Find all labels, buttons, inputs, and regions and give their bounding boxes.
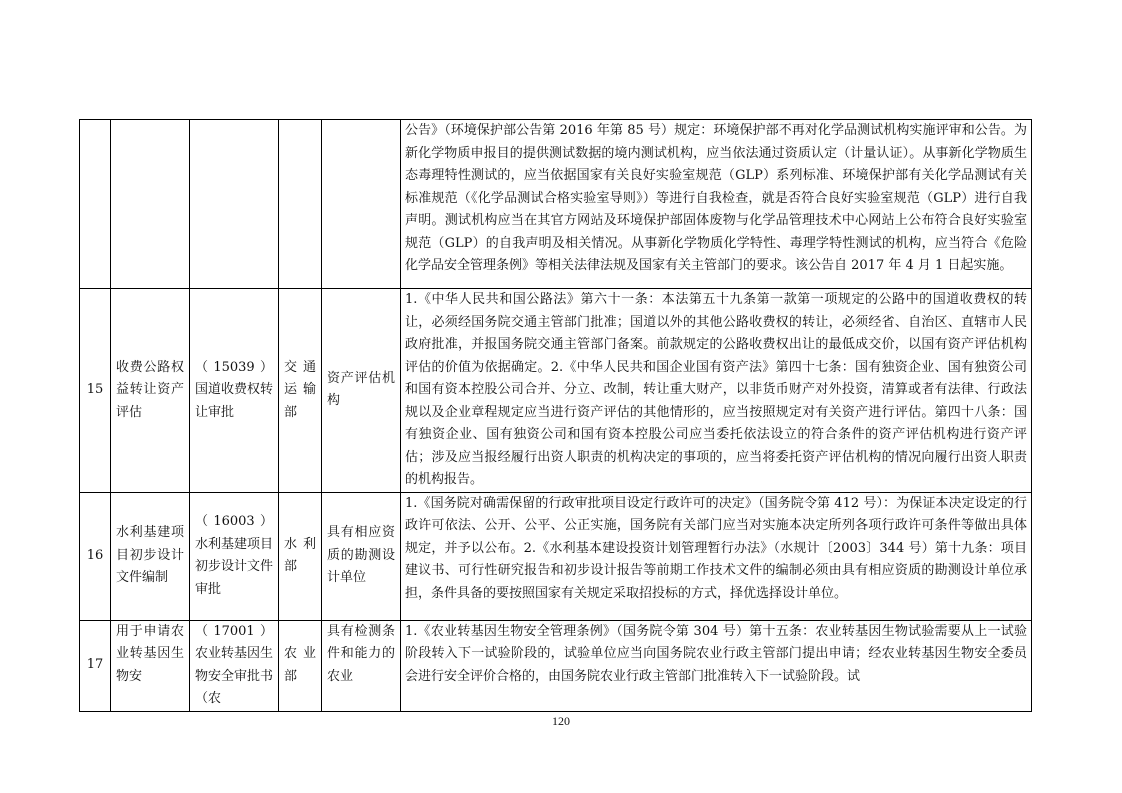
qualification: 具有检测条件和能力的农业 — [322, 620, 401, 711]
item-name: 收费公路权益转让资产评估 — [111, 289, 190, 493]
approval-table — [79, 119, 1032, 712]
qualification: 资产评估机构 — [322, 289, 401, 493]
qualification: 具有相应资质的勘测设计单位 — [322, 492, 401, 620]
page-number: 120 — [552, 714, 570, 728]
legal-basis: 1.《农业转基因生物安全管理条例》（国务院令第 304 号）第十五条：农业转基因生物试验需要从上一试验阶段转入下一试验阶段的，试验单位应当向国务院农业行政主管部门提出申请；经农业转基因生物安全委员会进行安全评价合格的，由国务院农业行政主管部门批准转入下一试验阶段。试 — [401, 620, 1032, 711]
approval-code: （16003）水利基建项目初步设计文件审批 — [190, 492, 279, 620]
qualification — [322, 120, 401, 289]
row-number — [80, 120, 111, 289]
approval-code: （15039）国道收费权转让审批 — [190, 289, 279, 493]
row-number: 16 — [80, 492, 111, 620]
table-row — [80, 120, 1032, 289]
table-row — [80, 620, 1032, 711]
table-row — [80, 492, 1032, 620]
item-name: 水利基建项目初步设计文件编制 — [111, 492, 190, 620]
department: 水利部 — [279, 492, 322, 620]
approval-code — [190, 120, 279, 289]
legal-basis: 1.《国务院对确需保留的行政审批项目设定行政许可的决定》（国务院令第 412 号）：为保证本决定设定的行政许可依法、公开、公平、公正实施，国务院有关部门应当对实施本决定所列各项行政许可条件等做出具体规定，并予以公布。2.《水利基本建设投资计划管理暂行办法》（水规计〔2003〕344 号）第十九条：项目建议书、可行性研究报告和初步设计报告等前期工作技术文件的编制必须由具有相应资质的勘测设计单位承担，条件具备的要按照国家有关规定采取招投标的方式，择优选择设计单位。 — [401, 492, 1032, 620]
legal-basis: 1.《中华人民共和国公路法》第六十一条：本法第五十九条第一款第一项规定的公路中的国道收费权的转让，必须经国务院交通主管部门批准；国道以外的其他公路收费权的转让，必须经省、自治区、直辖市人民政府批准，并报国务院交通主管部门备案。前款规定的公路收费权出让的最低成交价，以国有资产评估机构评估的价值为依据确定。2.《中华人民共和国企业国有资产法》第四十七条：国有独资企业、国有独资公司和国有资本控股公司合并、分立、改制，转让重大财产，以非货币财产对外投资，清算或者有法律、行政法规以及企业章程规定应当进行资产评估的其他情形的，应当按照规定对有关资产进行评估。第四十八条：国有独资企业、国有独资公司和国有资本控股公司应当委托依法设立的符合条件的资产评估机构进行资产评估；涉及应当报经履行出资人职责的机构决定的事项的，应当将委托资产评估机构的情况向履行出资人职责的机构报告。 — [401, 289, 1032, 493]
department — [279, 120, 322, 289]
department: 交通运输部 — [279, 289, 322, 493]
row-number: 15 — [80, 289, 111, 493]
item-name — [111, 120, 190, 289]
item-name: 用于申请农业转基因生物安 — [111, 620, 190, 711]
legal-basis: 公告》（环境保护部公告第 2016 年第 85 号）规定：环境保护部不再对化学品测试机构实施评审和公告。为新化学物质申报目的提供测试数据的境内测试机构，应当依法通过资质认定（计量认证）。从事新化学物质生态毒理特性测试的，应当依据国家有关良好实验室规范（GLP）系列标准、环境保护部有关化学品测试有关标准规范（《化学品测试合格实验室导则》）等进行自我检查，就是否符合良好实验室规范（GLP）进行自我声明。测试机构应当在其官方网站及环境保护部固体废物与化学品管理技术中心网站上公布符合良好实验室规范（GLP）的自我声明及相关情况。从事新化学物质化学特性、毒理学特性测试的机构，应当符合《危险化学品安全管理条例》等相关法律法规及国家有关主管部门的要求。该公告自 2017 年 4 月 1 日起实施。 — [401, 120, 1032, 289]
table-row — [80, 289, 1032, 493]
row-number: 17 — [80, 620, 111, 711]
approval-code: （17001）农业转基因生物安全审批书（农 — [190, 620, 279, 711]
department: 农业部 — [279, 620, 322, 711]
